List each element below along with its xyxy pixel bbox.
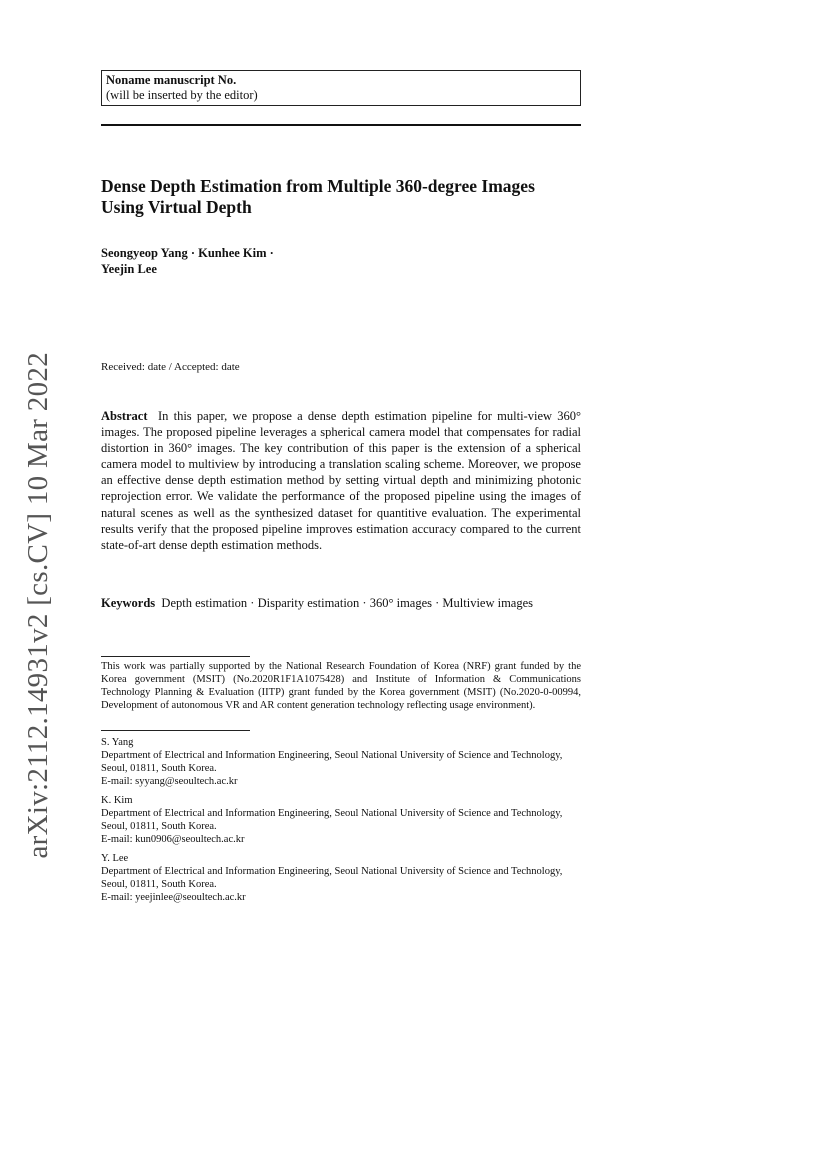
paper-title: Dense Depth Estimation from Multiple 360-degree Images Using Virtual Depth (101, 176, 535, 217)
author-line-2: Yeejin Lee (101, 262, 157, 276)
affiliation-email: E-mail: syyang@seoultech.ac.kr (101, 775, 238, 787)
manuscript-number: Noname manuscript No. (106, 73, 237, 87)
header-rule (101, 124, 581, 126)
affiliation-name: Y. Lee (101, 853, 129, 864)
affiliation-block (101, 795, 581, 847)
affiliation-department: Department of Electrical and Information Engineering, Seoul National University of Science and Technology, Seoul, 01811, South Korea. (101, 807, 563, 832)
footnote-rule (101, 656, 250, 657)
received-date: Received: date / Accepted: date (101, 361, 240, 373)
affiliation-email: E-mail: yeejinlee@seoultech.ac.kr (101, 891, 246, 903)
author-list (101, 245, 581, 277)
editor-note: (will be inserted by the editor) (106, 88, 258, 102)
abstract (101, 408, 581, 553)
affiliation-department: Department of Electrical and Information Engineering, Seoul National University of Science and Technology, Seoul, 01811, South Korea. (101, 865, 563, 890)
affiliation-block (101, 737, 581, 789)
affiliation-email: E-mail: kun0906@seoultech.ac.kr (101, 833, 245, 845)
affiliation-department: Department of Electrical and Information Engineering, Seoul National University of Science and Technology, Seoul, 01811, South Korea. (101, 749, 563, 774)
affiliation-name: K. Kim (101, 795, 133, 806)
keywords-heading: Keywords (101, 596, 156, 610)
affiliation-name: S. Yang (101, 737, 134, 748)
footnote-rule (101, 730, 250, 731)
abstract-text: In this paper, we propose a dense depth estimation pipeline for multi-view 360° images. The proposed pipeline leverages a spherical camera model that compensates for radial distortion in 360° images. The key contribution of this paper is the extension of a spherical camera model to multiview by introducing a translation scaling scheme. Moreover, we propose an effective dense depth estimation method by setting virtual depth and minimizing photonic reprojection error. We validate the performance of the proposed pipeline using the images of natural scenes as well as the synthesized dataset for quantitive evaluation. The experimental results verify that the proposed pipeline improves estimation accuracy compared to the current state-of-art dense depth estimation methods. (101, 409, 581, 552)
arxiv-identifier: arXiv:2112.14931v2 [cs.CV] 10 Mar 2022 (21, 351, 54, 859)
author-line-1: Seongyeop Yang · Kunhee Kim · (101, 246, 274, 260)
affiliation-block (101, 853, 581, 905)
abstract-heading: Abstract (101, 409, 148, 423)
keywords (101, 595, 581, 611)
editor-note-box (101, 70, 581, 106)
arxiv-stamp (14, 351, 62, 859)
keywords-text: Depth estimation · Disparity estimation · 360° images · Multiview images (161, 596, 534, 610)
funding-note: This work was partially supported by the National Research Foundation of Korea (NRF) grant funded by the Korea government (MSIT) (No.2020R1F1A1075428) and Institute of Information & Communications Technology Planning & Evaluation (IITP) grant funded by the Korea government (MSIT) (No.2020-0-00994, Development of autonomous VR and AR content generation technology reflecting usage environment). (101, 661, 581, 711)
